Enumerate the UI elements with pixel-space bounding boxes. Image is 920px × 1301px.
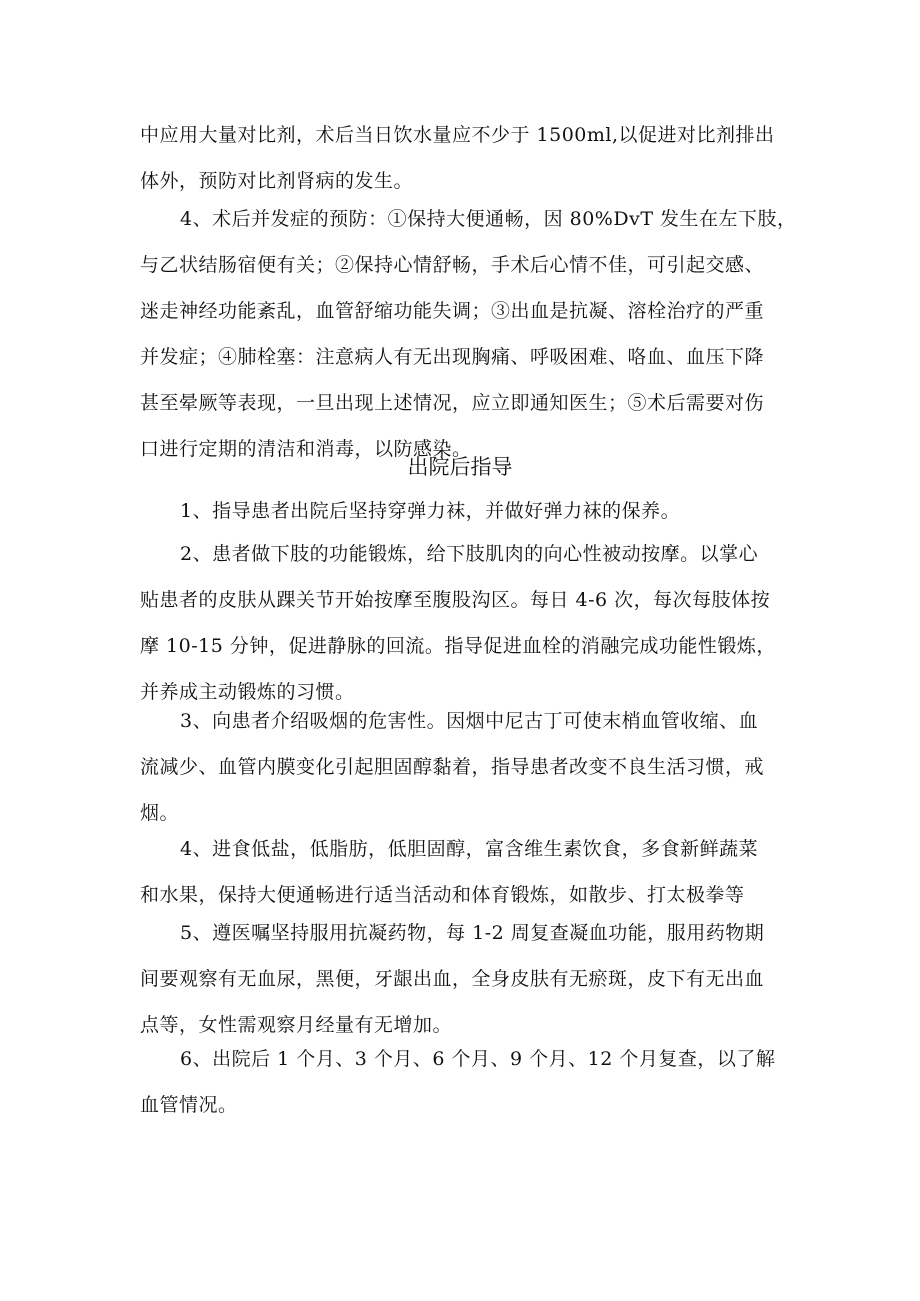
text-line: 中应用大量对比剂，术后当日饮水量应不少于 1500ml,以促进对比剂排出 [140, 124, 775, 146]
section-heading: 出院后指导 [407, 455, 513, 479]
text-line: 4、术后并发症的预防：①保持大便通畅，因 80%DvT 发生在左下肢， [180, 208, 797, 230]
text-line: 烟。 [140, 802, 180, 824]
text-line: 6、出院后 1 个月、3 个月、6 个月、9 个月、12 个月复查，以了解 [180, 1048, 776, 1070]
text-line: 口进行定期的清洁和消毒，以防感染。 [140, 438, 472, 460]
discharge-item-1 [140, 488, 780, 534]
text-line: 1、指导患者出院后坚持穿弹力袜，并做好弹力袜的保养。 [180, 500, 681, 522]
continued-paragraph [140, 112, 780, 204]
text-line: 并发症；④肺栓塞：注意病人有无出现胸痛、呼吸困难、咯血、血压下降 [140, 346, 765, 368]
discharge-item-3 [140, 698, 780, 836]
text-line: 迷走神经功能紊乱，血管舒缩功能失调；③出血是抗凝、溶栓治疗的严重 [140, 300, 765, 322]
text-line: 3、向患者介绍吸烟的危害性。因烟中尼古丁可使末梢血管收缩、血 [180, 710, 759, 732]
text-line: 体外，预防对比剂肾病的发生。 [140, 170, 414, 192]
text-line: 与乙状结肠宿便有关；②保持心情舒畅，手术后心情不佳，可引起交感、 [140, 254, 765, 276]
complication-prevention-paragraph [140, 196, 797, 472]
text-line: 摩 10-15 分钟，促进静脉的回流。指导促进血栓的消融完成功能性锻炼， [140, 635, 776, 657]
text-line: 2、患者做下肢的功能锻炼，给下肢肌肉的向心性被动按摩。以掌心 [180, 543, 759, 565]
text-line: 并养成主动锻炼的习惯。 [140, 681, 355, 703]
discharge-item-2 [140, 531, 780, 715]
text-line: 贴患者的皮肤从踝关节开始按摩至腹股沟区。每日 4-6 次，每次每肢体按 [140, 589, 771, 611]
text-line: 流减少、血管内膜变化引起胆固醇黏着，指导患者改变不良生活习惯，戒 [140, 756, 765, 778]
discharge-item-4 [140, 826, 780, 918]
text-line: 4、进食低盐，低脂肪，低胆固醇，富含维生素饮食，多食新鲜蔬菜 [180, 838, 759, 860]
text-line: 和水果，保持大便通畅进行适当活动和体育锻炼，如散步、打太极拳等 [140, 884, 745, 906]
text-line: 间要观察有无血尿，黑便，牙龈出血，全身皮肤有无瘀斑，皮下有无出血 [140, 968, 765, 990]
discharge-item-5 [140, 910, 780, 1048]
text-line: 甚至晕厥等表现，一旦出现上述情况，应立即通知医生；⑤术后需要对伤 [140, 392, 765, 414]
text-line: 5、遵医嘱坚持服用抗凝药物，每 1-2 周复查凝血功能，服用药物期 [180, 922, 765, 944]
text-line: 血管情况。 [140, 1094, 238, 1116]
text-line: 点等，女性需观察月经量有无增加。 [140, 1014, 453, 1036]
discharge-item-6 [140, 1036, 780, 1128]
